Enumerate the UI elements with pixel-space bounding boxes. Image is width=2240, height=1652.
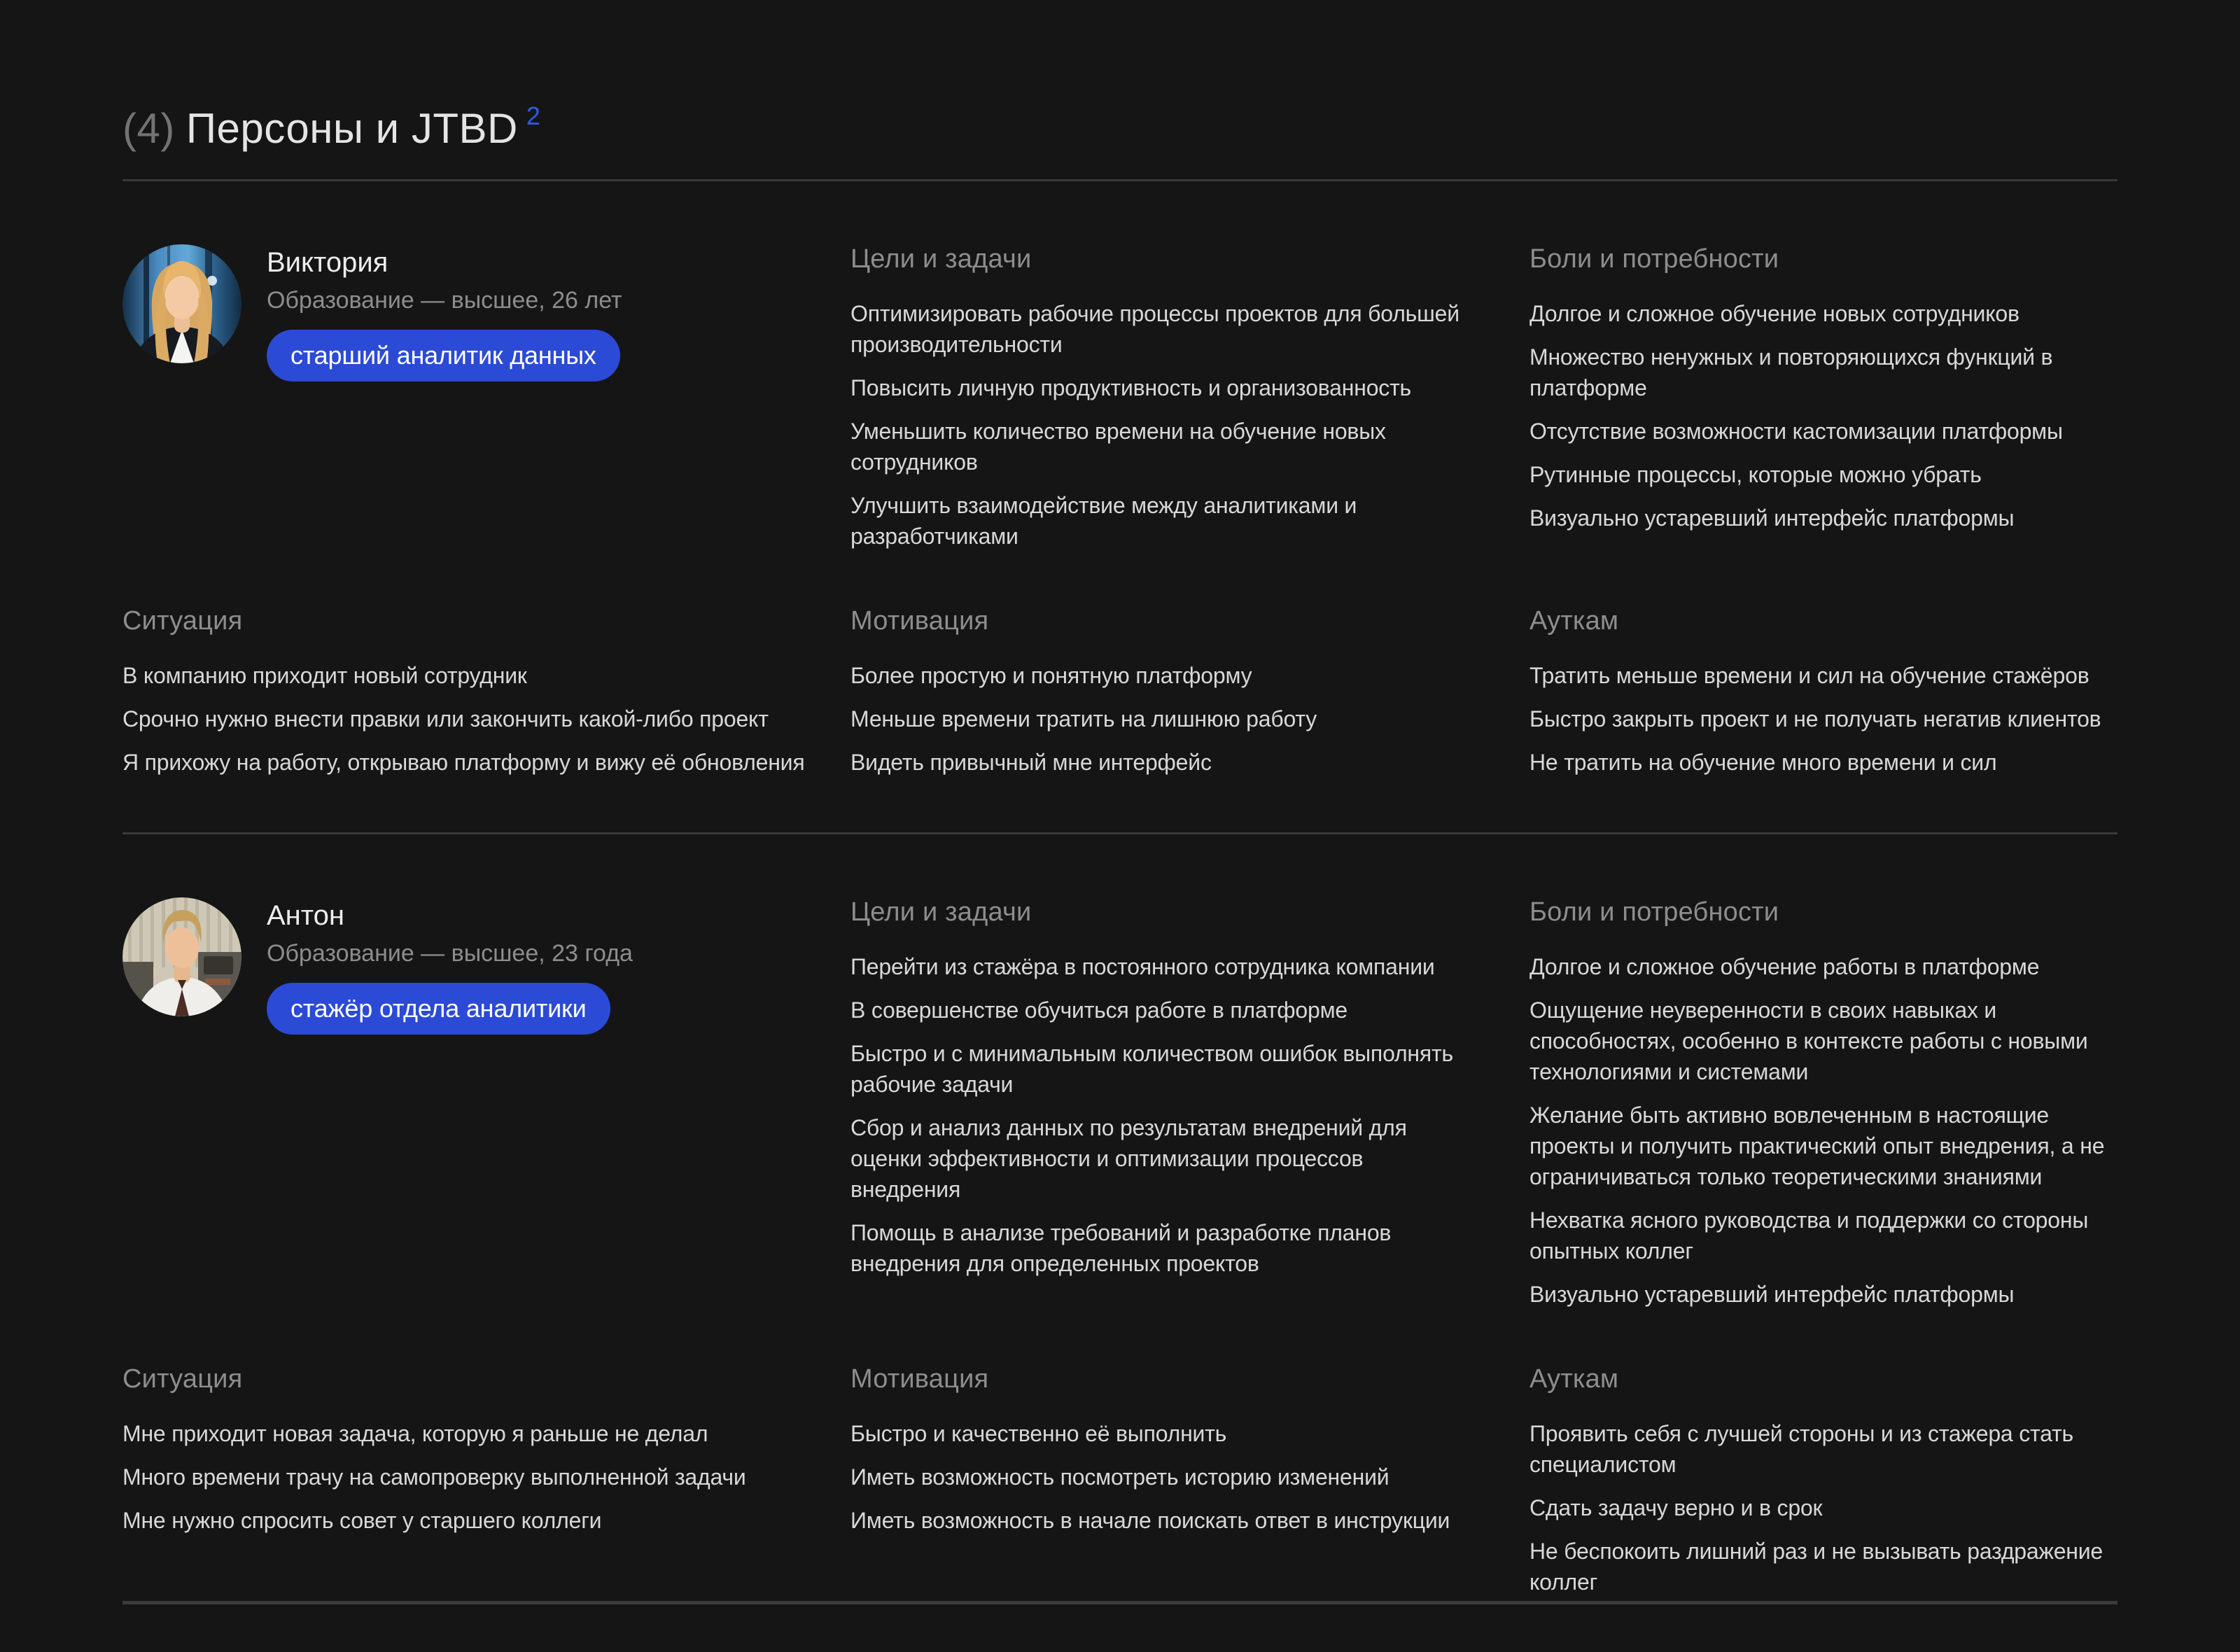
- persona-role-badge: старший аналитик данных: [267, 330, 620, 382]
- list-item: Ощущение неуверенности в своих навыках и способностях, особенно в контексте работы с новыми технологиями и системами: [1530, 997, 2088, 1084]
- list-item: Повысить личную продуктивность и организованность: [850, 375, 1412, 400]
- list-item: Иметь возможность в начале поискать ответ в инструкции: [850, 1508, 1450, 1533]
- persona1-situation-column: [122, 606, 850, 790]
- list-item: Более простую и понятную платформу: [850, 663, 1252, 688]
- list-item: Визуально устаревший интерфейс платформы: [1530, 1282, 2015, 1307]
- goals-header: Цели и задачи: [850, 244, 1032, 274]
- pains-list: [1530, 298, 2118, 533]
- list-item: Мне нужно спросить совет у старшего коллеги: [122, 1508, 602, 1533]
- page-title-superscript: 2: [526, 102, 541, 130]
- list-item: Не тратить на обучение много времени и сил: [1530, 750, 1997, 775]
- list-item: Быстро и с минимальным количеством ошибок выполнять рабочие задачи: [850, 1041, 1453, 1097]
- persona2-info: [267, 897, 633, 1035]
- page-title-text: Персоны и JTBD: [186, 105, 518, 152]
- persona1-goals-column: [850, 244, 1530, 564]
- persona2-bottom-row: [122, 1364, 2118, 1610]
- pains-list: [1530, 951, 2118, 1310]
- list-item: Оптимизировать рабочие процессы проектов для большей производительности: [850, 301, 1460, 357]
- persona1-top-row: [122, 244, 2118, 564]
- list-item: Я прихожу на работу, открываю платформу и вижу её обновления: [122, 750, 805, 775]
- list-item: В компанию приходит новый сотрудник: [122, 663, 527, 688]
- persona1-outcome-column: [1530, 606, 2118, 790]
- list-item: Рутинные процессы, которые можно убрать: [1530, 462, 1982, 487]
- list-item: Иметь возможность посмотреть историю изменений: [850, 1464, 1390, 1490]
- persona-subtitle: Образование — высшее, 26 лет: [267, 287, 622, 314]
- list-item: Желание быть активно вовлеченным в настоящие проекты и получить практический опыт внедрения, а не ограничиваться только теоретическими знаниями: [1530, 1102, 2105, 1189]
- list-item: Нехватка ясного руководства и поддержки со стороны опытных коллег: [1530, 1208, 2089, 1264]
- pains-header: Боли и потребности: [1530, 244, 1779, 274]
- persona2-pains-column: [1530, 897, 2118, 1322]
- list-item: Уменьшить количество времени на обучение новых сотрудников: [850, 419, 1386, 475]
- list-item: Помощь в анализе требований и разработке планов внедрения для определенных проектов: [850, 1220, 1392, 1276]
- outcome-list: [1530, 1418, 2118, 1597]
- persona-subtitle: Образование — высшее, 23 года: [267, 940, 633, 967]
- persona2-profile: [122, 897, 850, 1322]
- list-item: Проявить себя с лучшей стороны и из стажера стать специалистом: [1530, 1421, 2073, 1477]
- persona-name: Антон: [267, 900, 344, 931]
- persona1-avatar-photo: [122, 244, 241, 363]
- persona2-top-row: [122, 897, 2118, 1322]
- list-item: Долгое и сложное обучение работы в платформе: [1530, 954, 2040, 979]
- bottom-divider: [122, 1601, 2118, 1604]
- persona-role-badge: стажёр отдела аналитики: [267, 983, 610, 1035]
- list-item: В совершенстве обучиться работе в платформе: [850, 997, 1348, 1023]
- pains-header: Боли и потребности: [1530, 897, 1779, 927]
- persona-card-anton: [122, 834, 2118, 1652]
- list-item: Отсутствие возможности кастомизации платформы: [1530, 419, 2063, 444]
- persona2-situation-column: [122, 1364, 850, 1610]
- persona-name: Виктория: [267, 247, 388, 278]
- persona2-motivation-column: [850, 1364, 1530, 1610]
- goals-list: [850, 298, 1530, 552]
- persona2-avatar-photo: [122, 897, 241, 1016]
- page-title: [122, 102, 2118, 153]
- situation-list: [122, 660, 850, 778]
- page-title-prefix: (4): [122, 105, 175, 152]
- outcome-header: Ауткам: [1530, 606, 1619, 636]
- persona1-info: [267, 244, 622, 382]
- list-item: Улучшить взаимодействие между аналитиками и разработчиками: [850, 493, 1357, 549]
- list-item: Меньше времени тратить на лишнюю работу: [850, 706, 1317, 732]
- list-item: Сбор и анализ данных по результатам внедрений для оценки эффективности и оптимизации процессов внедрения: [850, 1115, 1407, 1202]
- persona1-bottom-row: [122, 606, 2118, 790]
- persona1-motivation-column: [850, 606, 1530, 790]
- motivation-header: Мотивация: [850, 1364, 989, 1394]
- list-item: Быстро и качественно её выполнить: [850, 1421, 1227, 1446]
- persona-card-victoria: [122, 181, 2118, 832]
- list-item: Мне приходит новая задача, которую я раньше не делал: [122, 1421, 708, 1446]
- list-item: Видеть привычный мне интерфейс: [850, 750, 1212, 775]
- list-item: Много времени трачу на самопроверку выполненной задачи: [122, 1464, 746, 1490]
- motivation-header: Мотивация: [850, 606, 989, 636]
- list-item: Быстро закрыть проект и не получать негатив клиентов: [1530, 706, 2101, 732]
- goals-list: [850, 951, 1530, 1279]
- list-item: Сдать задачу верно и в срок: [1530, 1495, 1823, 1520]
- outcome-header: Ауткам: [1530, 1364, 1619, 1394]
- motivation-list: [850, 1418, 1530, 1536]
- list-item: Не беспокоить лишний раз и не вызывать раздражение коллег: [1530, 1539, 2104, 1595]
- list-item: Перейти из стажёра в постоянного сотрудника компании: [850, 954, 1435, 979]
- list-item: Тратить меньше времени и сил на обучение стажёров: [1530, 663, 2090, 688]
- goals-header: Цели и задачи: [850, 897, 1032, 927]
- situation-header: Ситуация: [122, 606, 243, 636]
- list-item: Долгое и сложное обучение новых сотрудников: [1530, 301, 2019, 326]
- list-item: Множество ненужных и повторяющихся функций в платформе: [1530, 344, 2053, 400]
- persona2-goals-column: [850, 897, 1530, 1322]
- woman-portrait-illustration: [122, 244, 241, 363]
- persona2-outcome-column: [1530, 1364, 2118, 1610]
- situation-header: Ситуация: [122, 1364, 243, 1394]
- outcome-list: [1530, 660, 2118, 778]
- persona1-profile: [122, 244, 850, 564]
- motivation-list: [850, 660, 1530, 778]
- list-item: Визуально устаревший интерфейс платформы: [1530, 505, 2015, 531]
- list-item: Срочно нужно внести правки или закончить какой-либо проект: [122, 706, 769, 732]
- situation-list: [122, 1418, 850, 1536]
- man-portrait-illustration: [122, 897, 241, 1016]
- persona1-pains-column: [1530, 244, 2118, 564]
